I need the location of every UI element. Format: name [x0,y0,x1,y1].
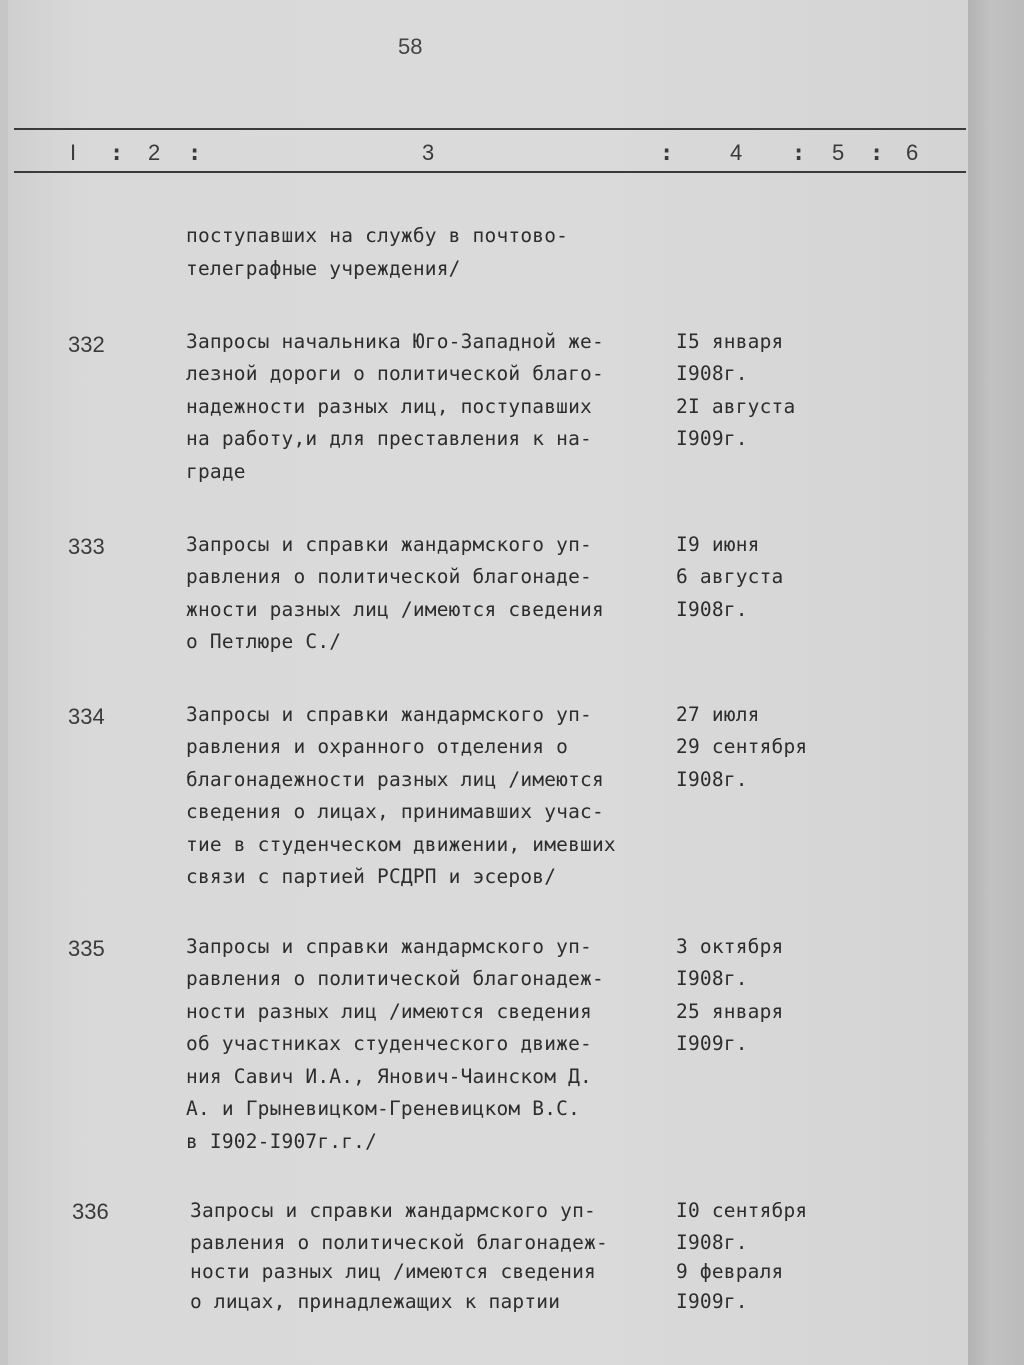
date-line: I908г. [676,768,748,791]
date-line: 25 января [676,1000,784,1023]
description-line: сведения о лицах, принимавших учас- [186,800,604,823]
column-header-4: 4 [730,140,743,165]
date-line: I908г. [676,362,748,385]
description-line: Запросы и справки жандармского уп- [186,935,592,958]
column-separator: : [792,141,806,166]
description-line: о лицах, принадлежащих к партии [190,1290,561,1313]
date-line: 2I августа [676,395,796,418]
date-line: 6 августа [676,565,784,588]
description-line: связи с партией РСДРП и эсеров/ [186,865,557,888]
entry-number: 334 [68,704,105,729]
entry-number: 332 [68,332,105,357]
description-line: Запросы и справки жандармского уп- [186,533,592,556]
column-header-6: 6 [906,140,919,165]
description-line: на работу,и для преставления к на- [186,427,592,450]
typewritten-page [8,0,968,1365]
column-header-1: I [70,140,77,165]
description-line: надежности разных лиц, поступавших [186,395,592,418]
date-line: I0 сентября [676,1199,808,1222]
description-line: ности разных лиц /имеются сведения [190,1260,596,1283]
next-page-edge [968,0,1024,1365]
description-line: равления о политической благонаде- [186,565,592,588]
description-line: об участниках студенческого движе- [186,1032,592,1055]
header-rule-top [14,128,966,130]
column-separator: : [188,141,202,166]
date-line: I908г. [676,1231,748,1254]
column-header-2: 2 [148,140,161,165]
description-line: граде [186,460,246,483]
date-line: I909г. [676,1290,748,1313]
description-line: Запросы начальника Юго-Западной же- [186,330,604,353]
description-line: жности разных лиц /имеются сведения [186,598,604,621]
header-rule-bottom [14,171,966,173]
date-line: 29 сентября [676,735,808,758]
date-line: I909г. [676,1032,748,1055]
page-number: 58 [398,34,423,59]
description-line: ности разных лиц /имеются сведения [186,1000,592,1023]
date-line: I908г. [676,598,748,621]
description-line: ния Савич И.А., Янович-Чаинском Д. [186,1065,592,1088]
description-line: лезной дороги о политической благо- [186,362,604,385]
description-line: равления о политической благонадеж- [186,967,604,990]
description-line: о Петлюре С./ [186,630,342,653]
date-line: I5 января [676,330,784,353]
column-separator: : [870,141,884,166]
column-separator: : [660,141,674,166]
date-line: I909г. [676,427,748,450]
description-line: телеграфные учреждения/ [186,257,461,280]
date-line: 3 октября [676,935,784,958]
description-line: благонадежности разных лиц /имеются [186,768,604,791]
description-line: равления и охранного отделения о [186,735,569,758]
description-line: равления о политической благонадеж- [190,1231,608,1254]
description-line: А. и Грыневицком-Греневицком В.С. [186,1097,581,1120]
date-line: 9 февраля [676,1260,784,1283]
entry-number: 336 [72,1199,109,1224]
description-line: в I902-I907г.г./ [186,1130,378,1153]
description-line: Запросы и справки жандармского уп- [190,1199,596,1222]
date-line: I908г. [676,967,748,990]
entry-number: 333 [68,534,105,559]
entry-number: 335 [68,936,105,961]
date-line: I9 июня [676,533,760,556]
date-line: 27 июля [676,703,760,726]
column-separator: : [110,141,124,166]
description-line: поступавших на службу в почтово- [186,224,569,247]
column-header-3: 3 [422,140,435,165]
column-header-5: 5 [832,140,845,165]
description-line: Запросы и справки жандармского уп- [186,703,592,726]
description-line: тие в студенческом движении, имевших [186,833,616,856]
